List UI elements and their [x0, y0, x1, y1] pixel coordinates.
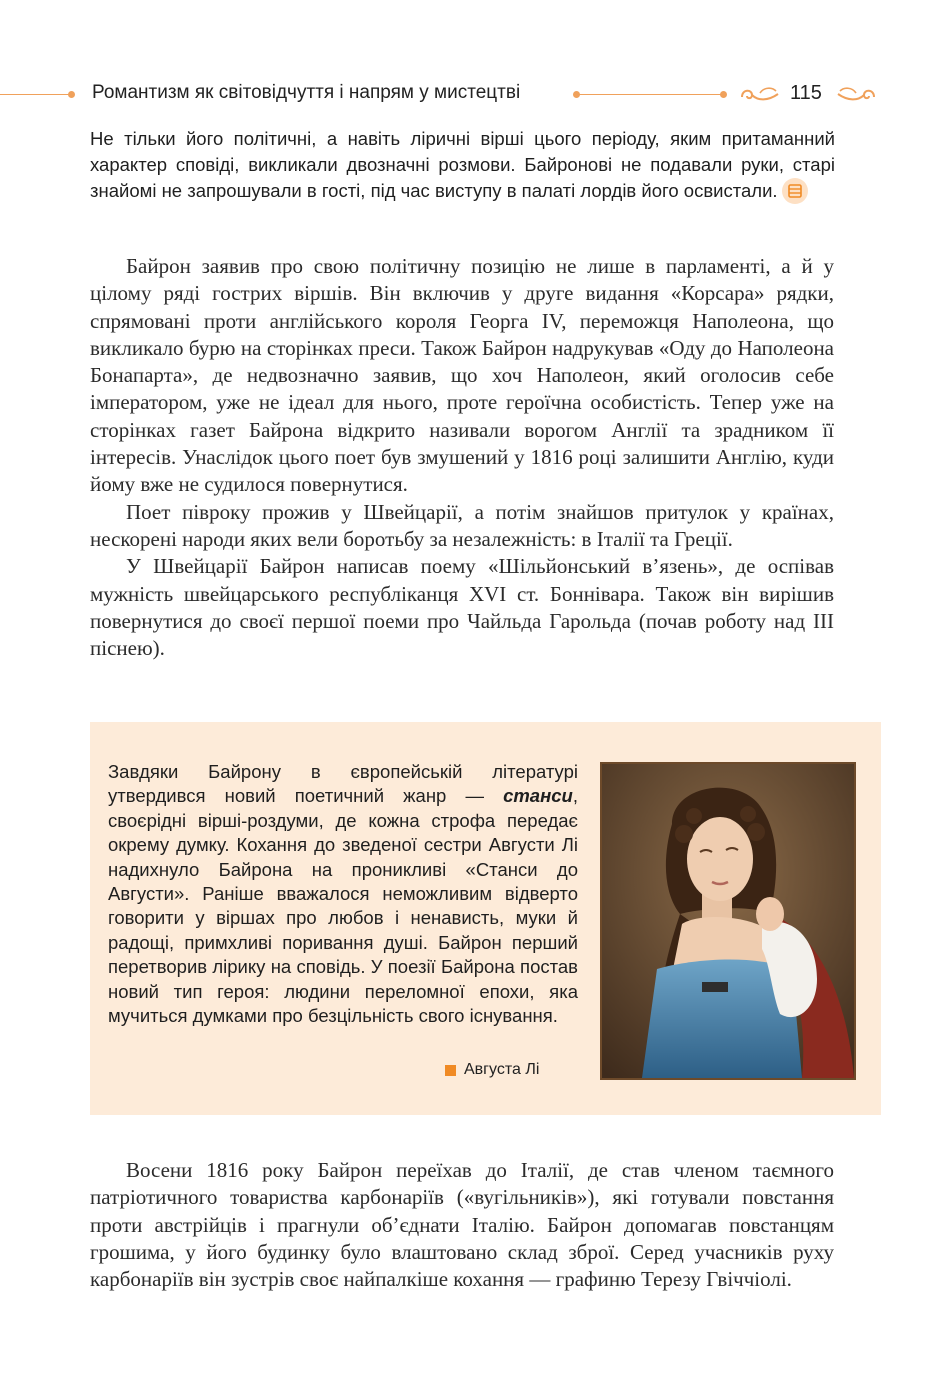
notes-icon: [782, 178, 808, 204]
header-rule-left: [0, 94, 70, 95]
header-dot-left: [68, 91, 75, 98]
infobox-term: станси: [503, 785, 573, 807]
closing-text: [90, 1157, 834, 1293]
body-paragraph: У Швейцарії Байрон написав поему «Шільйонський в’язень», де оспівав мужність швейцарського республіканця XVI ст. Боннівара. Також він вирішив повернутися до своєї першої поеми про Чайльда Гарольда (почав роботу над III піснею).: [90, 554, 834, 661]
portrait-caption: Августа Лі: [464, 1061, 540, 1078]
header-dot-right: [720, 91, 727, 98]
body-paragraph: Поет півроку прожив у Швейцарії, а потім знайшов притулок у країнах, нескорені народи яких вели боротьбу за незалежність: в Італії та Греції.: [90, 499, 834, 551]
body-paragraph: Восени 1816 року Байрон переїхав до Італії, де став членом таємного патріотичного товариства карбонаріїв («вугільників»), які готували повстання проти австрійців і прагнули об’єднати Італію. Байрон допомагав повстанцям грошима, у його будинку було влаштовано склад зброї. Серед учасників руху карбонаріїв він зустрів своє найпалкіше кохання — графиню Терезу Гвіччіолі.: [90, 1158, 834, 1292]
header-rule-mid: [575, 94, 723, 95]
infobox-text-part: , своєрідні вірші-роздуми, де кожна строфа передає окрему думку. Кохання до зведеної сестри Августи Лі надихнуло Байрона на проникливі «Станси до Августи». Раніше вважалося неможливим відверто говорити у віршах про любов і ненависть, муки й радощі, примхливі поривання душі. Байрон перший перетворив лірику на сповідь. У поезії Байрона постав новий тип героя: людини переломної епохи, яка мучиться думками про безцільність свого існування.: [108, 785, 578, 1027]
intro-text: Не тільки його політичні, а навіть ліричні вірші цього періоду, яким притаманний характер сповіді, викликали двозначні розмови. Байронові не подавали руки, старі знайомі не запрошували в гості, під час виступу в палаті лордів його освистали.: [90, 128, 835, 201]
intro-paragraph: [90, 126, 835, 204]
infobox: [90, 722, 881, 1115]
running-title: Романтизм як світовідчуття і напрям у мистецтві: [92, 82, 521, 103]
main-text: [90, 253, 834, 662]
body-paragraph: Байрон заявив про свою політичну позицію не лише в парламенті, а й у цілому ряді гострих віршів. Він включив у друге видання «Корсара» рядки, спрямовані проти англійського короля Георга IV, переможця Наполеона, що викликало бурю на сторінках преси. Також Байрон надрукував «Оду до Наполеона Бонапарта», де недвозначно заявив, що хоч Наполеон, який оголосив себе імператором, уже не ідеал для нього, проте героїчна особистість. Тепер уже на сторінках газет Байрона відкрито називали ворогом Англії та зрадником її інтересів. Унаслідок цього поет був змушений у 1816 році залишити Англію, куди йому вже не судилося повернутися.: [90, 254, 834, 497]
infobox-text: [108, 760, 578, 1028]
page-number: 115: [790, 82, 822, 104]
caption-marker: [445, 1065, 456, 1076]
ornament-right-icon: [836, 83, 878, 105]
page-header: [0, 72, 952, 116]
portrait-image: [600, 762, 856, 1080]
infobox-text-part: Завдяки Байрону в європейській літературі утвердився новий поетичний жанр —: [108, 761, 578, 807]
ornament-left-icon: [738, 83, 780, 105]
